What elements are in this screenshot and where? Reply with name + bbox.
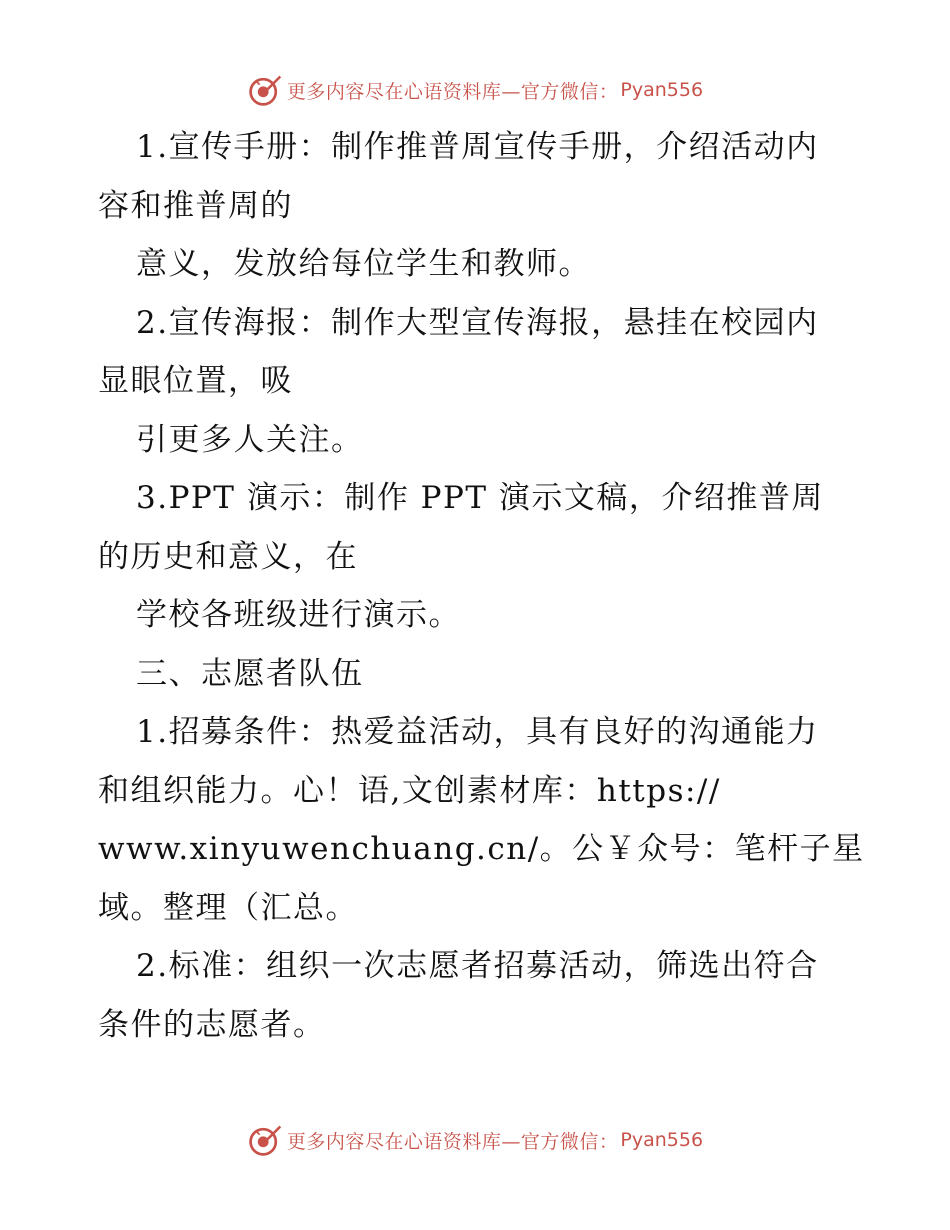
document-body [98,118,865,1054]
paragraph-line: 学校各班级进行演示。 [136,597,461,633]
paragraph-line: 和组织能力。心！语,文创素材库：https:// [98,772,721,809]
paragraph-line: 域。整理（汇总。 [98,889,358,926]
footer-watermark-banner [0,1120,950,1160]
footer-wechat-id: Pyan556 [620,1129,704,1151]
header-watermark-banner [0,70,950,110]
paragraph-line: 1.招募条件：热爱益活动，具有良好的沟通能力 [136,714,819,750]
footer-banner-text: 更多内容尽在心语资料库—官方微信： [286,1130,619,1153]
header-banner-text: 更多内容尽在心语资料库—官方微信： [286,80,619,103]
paragraph-line: 3.PPT 演示：制作 PPT 演示文稿，介绍推普周 [136,480,824,516]
section-heading: 三、志愿者队伍 [136,655,364,692]
paragraph-line: 引更多人关注。 [136,421,364,458]
paragraph-line: 意义，发放给每位学生和教师。 [136,246,591,282]
paragraph-line: www.xinyuwenchuang.cn/。公￥众号：笔杆子星 [98,831,865,867]
paragraph-line: 2.标准：组织一次志愿者招募活动，筛选出符合 [136,948,819,984]
paragraph-line: 显眼位置，吸 [98,363,293,399]
paragraph-line: 条件的志愿者。 [98,1006,326,1043]
paragraph-line: 1.宣传手册：制作推普周宣传手册，介绍活动内 [136,129,819,165]
paragraph-line: 2.宣传海报：制作大型宣传海报，悬挂在校园内 [136,304,819,341]
paragraph-line: 的历史和意义，在 [98,538,358,575]
header-wechat-id: Pyan556 [620,79,704,101]
paragraph-line: 容和推普周的 [98,187,293,224]
pen-logo-icon [247,1122,283,1158]
pen-logo-icon [247,72,283,108]
